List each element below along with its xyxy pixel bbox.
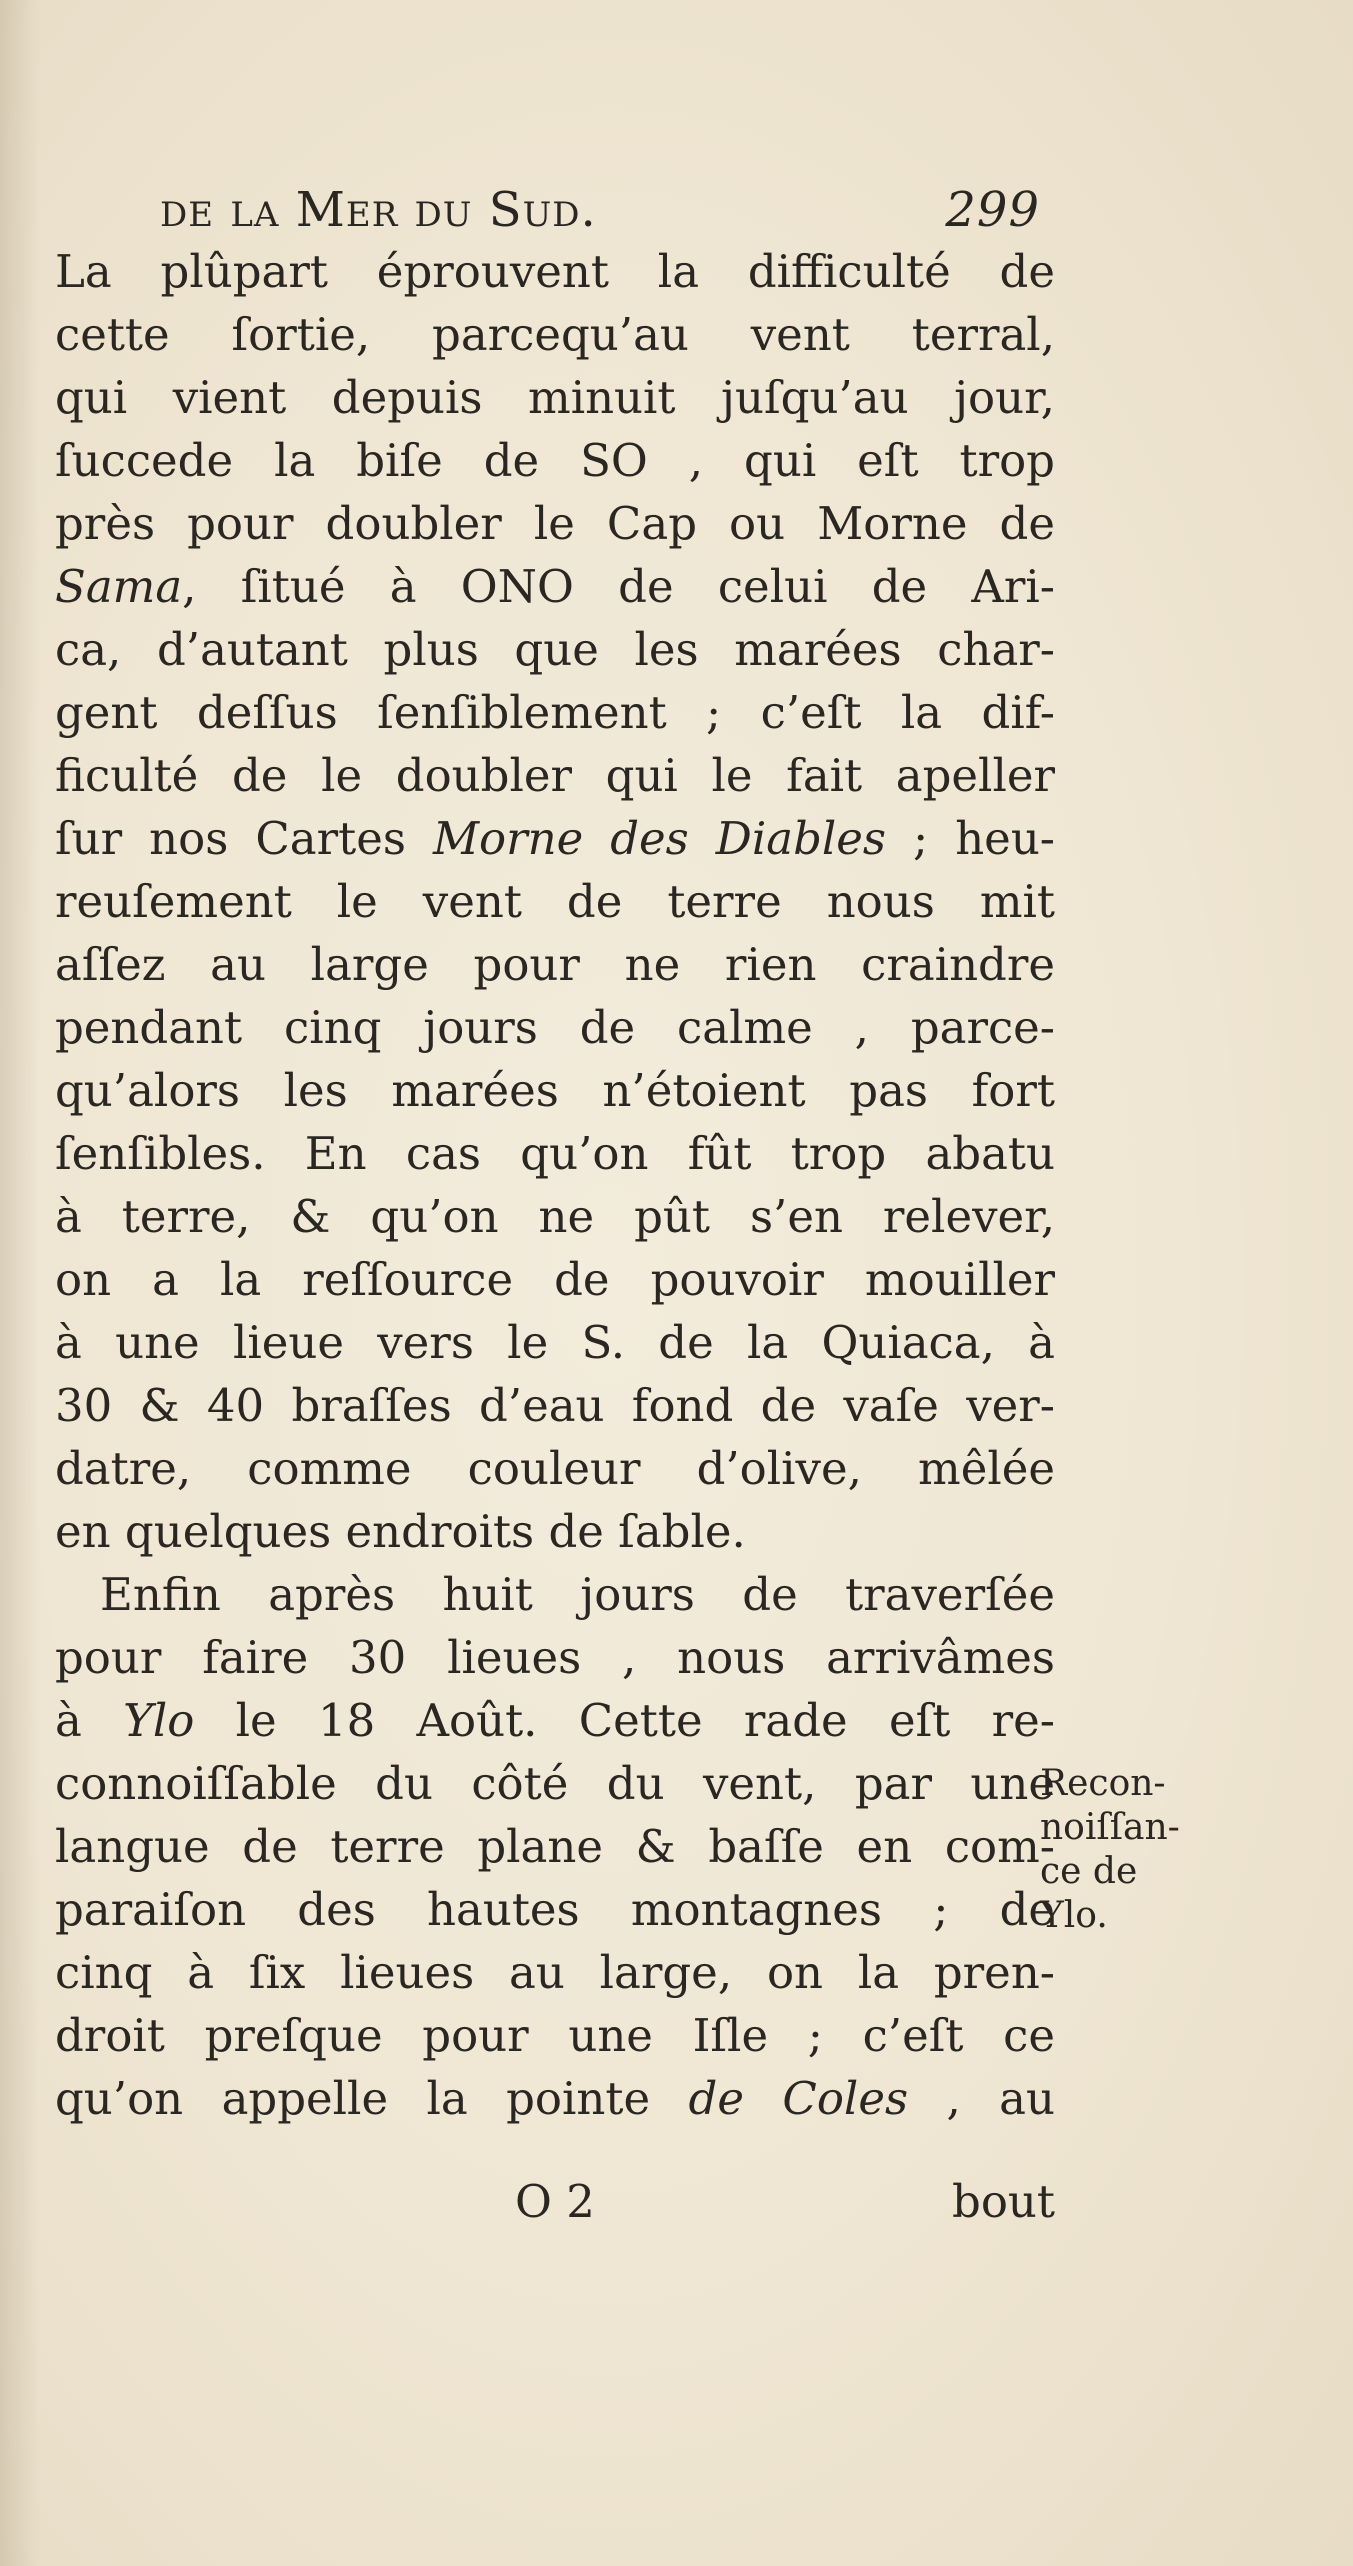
text-line: reuſement le vent de terre nous mit xyxy=(55,875,1055,928)
text-line: ſuccede la biſe de SO , qui eſt trop xyxy=(55,434,1055,487)
marginal-note-line: ce de xyxy=(1040,1851,1138,1892)
page-footer xyxy=(55,2170,1055,2233)
text-line: cinq à ſix lieues au large, on la pren- xyxy=(55,1946,1055,1999)
text-line: qu’alors les marées n’étoient pas fort xyxy=(55,1064,1055,1117)
text-line: La plûpart éprouvent la difficulté de xyxy=(55,245,1055,298)
text-line: pendant cinq jours de calme , parce- xyxy=(55,1001,1055,1054)
text-line: paraiſon des hautes montagnes ; de xyxy=(55,1883,1055,1936)
page-header xyxy=(160,180,1040,240)
text-line: connoiſſable du côté du vent, par une xyxy=(55,1757,1055,1810)
text-line: à une lieue vers le S. de la Quiaca, à xyxy=(55,1316,1055,1369)
text-line: en quelques endroits de ſable. xyxy=(55,1505,746,1558)
text-line: pour faire 30 lieues , nous arrivâmes xyxy=(55,1631,1055,1684)
text-line: gent deſſus ſenſiblement ; c’eſt la dif- xyxy=(55,686,1055,739)
text-line: à terre, & qu’on ne pût s’en relever, xyxy=(55,1190,1055,1243)
text-line: droit preſque pour une Iſle ; c’eſt ce xyxy=(55,2009,1055,2062)
text-line: ſur nos Cartes Morne des Diables ; heu- xyxy=(55,812,1056,865)
text-line: datre, comme couleur d’olive, mêlée xyxy=(55,1442,1055,1495)
marginal-note xyxy=(1040,1762,1240,1938)
text-line: Sama, ſitué à ONO de celui de Ari- xyxy=(55,560,1055,613)
text-line: cette ſortie, parcequ’au vent terral, xyxy=(55,308,1055,361)
text-line: Enfin après huit jours de traverſée xyxy=(100,1568,1055,1621)
page-number: 299 xyxy=(945,182,1040,238)
text-line: à Ylo le 18 Août. Cette rade eſt re- xyxy=(55,1694,1055,1747)
text-line: ſenſibles. En cas qu’on fût trop abatu xyxy=(55,1127,1055,1180)
marginal-note-line: Ylo. xyxy=(1040,1895,1108,1936)
text-line: ca, d’autant plus que les marées char- xyxy=(55,623,1055,676)
marginal-note-line: Recon- xyxy=(1040,1763,1166,1804)
text-line: 30 & 40 braſſes d’eau fond de vaſe ver- xyxy=(55,1379,1055,1432)
text-line: qui vient depuis minuit juſqu’au jour, xyxy=(55,371,1055,424)
body-text xyxy=(55,240,1055,2130)
running-title: de la Mer du Sud. xyxy=(160,182,597,238)
marginal-note-line: noiſſan- xyxy=(1040,1807,1180,1848)
text-line: on a la reſſource de pouvoir mouiller xyxy=(55,1253,1055,1306)
text-line: près pour doubler le Cap ou Morne de xyxy=(55,497,1055,550)
text-line: langue de terre plane & baſſe en com- xyxy=(55,1820,1055,1873)
gutter-shadow xyxy=(0,0,40,2566)
text-line: ficulté de le doubler qui le fait apeller xyxy=(55,749,1055,802)
text-line: qu’on appelle la pointe de Coles , au xyxy=(55,2072,1055,2125)
signature-mark: O 2 xyxy=(515,2175,595,2228)
text-line: aſſez au large pour ne rien craindre xyxy=(55,938,1055,991)
catchword: bout xyxy=(952,2175,1055,2228)
